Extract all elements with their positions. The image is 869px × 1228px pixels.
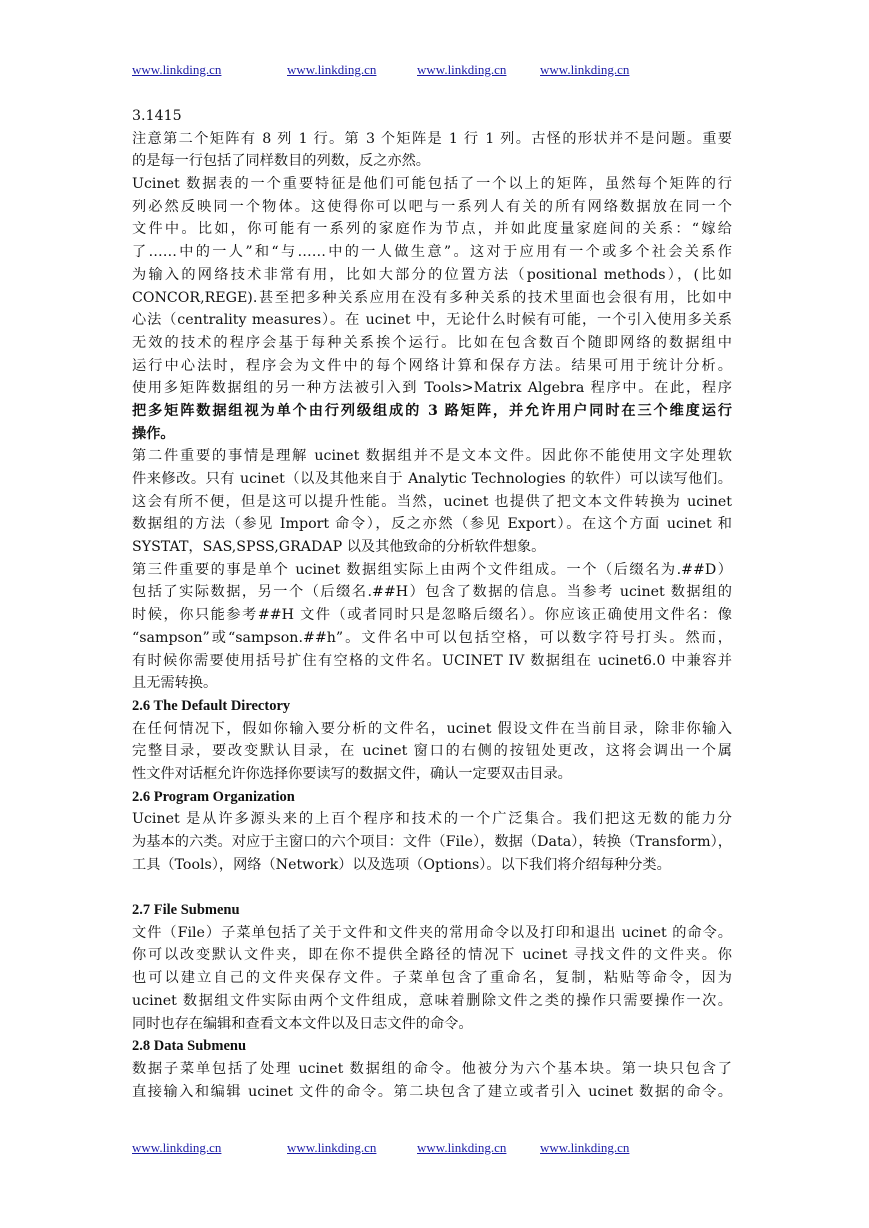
body-line: 件来修改。只有 ucinet（以及其他来自于 Analytic Technologies 的软件）可以读写他们。 bbox=[132, 471, 732, 487]
body-line: 第三件重要的事是单个 ucinet 数据组实际上由两个文件组成。一个（后缀名为.##D） bbox=[132, 561, 732, 578]
body-line: 为输入的网络技术非常有用，比如大部分的位置方法（positional methods），(比如 bbox=[132, 266, 732, 283]
body-line: Ucinet 是从许多源头来的上百个程序和技术的一个广泛集合。我们把这无数的能力分 bbox=[132, 811, 732, 828]
body-line: 的是每一行包括了同样数目的列数，反之亦然。 bbox=[132, 153, 430, 170]
body-line: Ucinet 数据表的一个重要特征是他们可能包括了一个以上的矩阵，虽然每个矩阵的行 bbox=[132, 176, 732, 193]
header-link[interactable]: www.linkding.cn bbox=[132, 62, 222, 77]
body-line: 在任何情况下，假如你输入要分析的文件名，ucinet 假设文件在当前目录，除非你输入 bbox=[132, 720, 732, 737]
body-line: 把多矩阵数据组视为单个由行列级组成的 3 路矩阵，并允许用户同时在三个维度运行 bbox=[132, 402, 732, 419]
body-line: 也可以建立自己的文件夹保存文件。子菜单包含了重命名，复制，粘贴等命令，因为 bbox=[132, 970, 732, 987]
section-heading: 2.8 Data Submenu bbox=[132, 1038, 247, 1055]
body-line: 性文件对话框允许你选择你要读写的数据文件，确认一定要双击目录。 bbox=[132, 765, 572, 782]
section-heading: 2.7 File Submenu bbox=[132, 902, 240, 919]
footer-link[interactable]: www.linkding.cn bbox=[132, 1140, 222, 1155]
body-line: 列必然反映同一个物体。这使得你可以吧与一系列人有关的所有网络数据放在同一个 bbox=[132, 198, 732, 215]
body-line: 无效的技术的程序会基于每种关系挨个运行。比如在包含数百个随即网络的数据组中 bbox=[132, 334, 732, 351]
section-heading: 2.6 The Default Directory bbox=[132, 697, 291, 714]
header-link[interactable]: www.linkding.cn bbox=[287, 62, 377, 77]
document-body bbox=[132, 105, 732, 1103]
body-line: 直接输入和编辑 ucinet 文件的命令。第二块包含了建立或者引入 ucinet 数据的命令。 bbox=[132, 1083, 732, 1100]
header-link[interactable]: www.linkding.cn bbox=[540, 62, 630, 77]
body-line: 包括了实际数据，另一个（后缀名.##H）包含了数据的信息。当参考 ucinet 数据组的 bbox=[132, 584, 732, 601]
footer-link[interactable]: www.linkding.cn bbox=[417, 1140, 507, 1155]
body-line: ucinet 数据组文件实际由两个文件组成，意味着删除文件之类的操作只需要操作一次。 bbox=[132, 992, 732, 1009]
body-line: 心法（centrality measures）。在 ucinet 中，无论什么时候有可能，一个引入使用多关系 bbox=[132, 312, 732, 329]
footer-links bbox=[132, 1140, 752, 1156]
body-line: 注意第二个矩阵有 8 列 1 行。第 3 个矩阵是 1 行 1 列。古怪的形状并不是问题。重要 bbox=[132, 130, 732, 147]
body-line: 3.1415 bbox=[132, 108, 182, 124]
body-line: 有时候你需要使用括号扩住有空格的文件名。UCINET IV 数据组在 ucinet6.0 中兼容并 bbox=[132, 652, 732, 669]
header-link[interactable]: www.linkding.cn bbox=[417, 62, 507, 77]
body-line: 第二件重要的事情是理解 ucinet 数据组并不是文本文件。因此你不能使用文字处理软 bbox=[132, 448, 732, 465]
body-line: 为基本的六类。对应于主窗口的六个项目：文件（File），数据（Data），转换（Transform）， bbox=[132, 834, 732, 850]
body-line: “sampson”或“sampson.##h”。文件名中可以包括空格，可以数字符号打头。然而， bbox=[132, 629, 732, 646]
body-line: 且无需转换。 bbox=[132, 675, 218, 692]
body-line: 时候，你只能参考##H 文件（或者同时只是忽略后缀名）。你应该正确使用文件名：像 bbox=[132, 607, 732, 624]
body-line: 文件中。比如，你可能有一系列的家庭作为节点，并如此度量家庭间的关系：“嫁给 bbox=[132, 221, 732, 238]
body-line: 你可以改变默认文件夹，即在你不提供全路径的情况下 ucinet 寻找文件的文件夹。你 bbox=[132, 947, 732, 964]
body-line: CONCOR,REGE).甚至把多种关系应用在没有多种关系的技术里面也会很有用，比如中 bbox=[132, 289, 732, 306]
footer-link[interactable]: www.linkding.cn bbox=[287, 1140, 377, 1155]
section-heading: 2.6 Program Organization bbox=[132, 788, 295, 805]
header-links bbox=[132, 62, 752, 78]
body-line: 数据组的方法（参见 Import 命令），反之亦然（参见 Export）。在这个方面 ucinet 和 bbox=[132, 516, 732, 533]
body-line: 工具（Tools），网络（Network）以及选项（Options）。以下我们将介绍每种分类。 bbox=[132, 856, 671, 873]
body-line: 使用多矩阵数据组的另一种方法被引入到 Tools>Matrix Algebra 程序中。在此，程序 bbox=[132, 380, 732, 397]
body-line: 操作。 bbox=[132, 425, 175, 442]
body-line: 这会有所不便，但是这可以提升性能。当然，ucinet 也提供了把文本文件转换为 ucinet bbox=[132, 493, 732, 510]
body-line: 完整目录，要改变默认目录，在 ucinet 窗口的右侧的按钮处更改，这将会调出一个属 bbox=[132, 743, 732, 760]
body-line: 数据子菜单包括了处理 ucinet 数据组的命令。他被分为六个基本块。第一块只包含了 bbox=[132, 1060, 732, 1077]
body-line: 运行中心法时，程序会为文件中的每个网络计算和保存方法。结果可用于统计分析。 bbox=[132, 357, 732, 374]
body-line: 同时也存在编辑和查看文本文件以及日志文件的命令。 bbox=[132, 1015, 473, 1032]
footer-link[interactable]: www.linkding.cn bbox=[540, 1140, 630, 1155]
body-line: SYSTAT，SAS,SPSS,GRADAP 以及其他致命的分析软件想象。 bbox=[132, 539, 546, 556]
body-line: 了……中的一人”和“与……中的一人做生意”。这对于应用有一个或多个社会关系作 bbox=[132, 244, 732, 261]
body-line: 文件（File）子菜单包括了关于文件和文件夹的常用命令以及打印和退出 ucinet 的命令。 bbox=[132, 924, 732, 941]
blank-line bbox=[132, 876, 732, 899]
